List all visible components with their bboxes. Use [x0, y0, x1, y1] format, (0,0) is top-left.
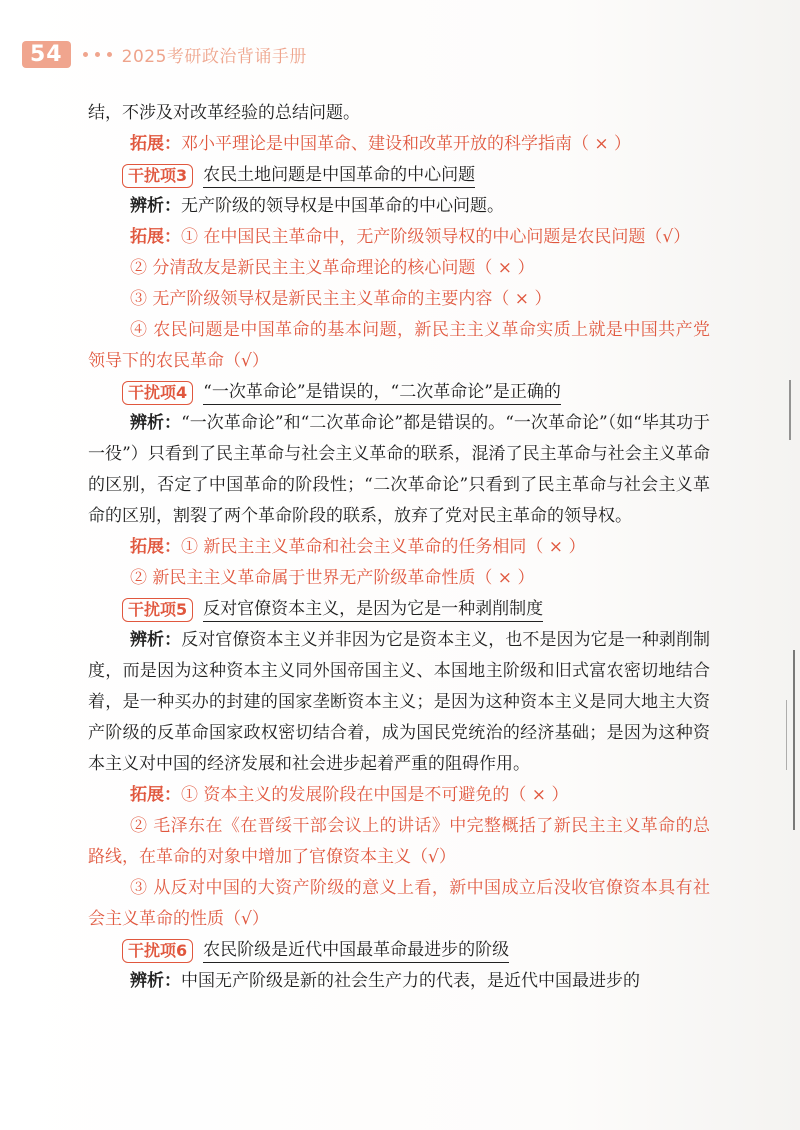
extension-item: [88, 532, 710, 563]
extension-label: 拓展：: [130, 537, 181, 557]
distractor-5: [88, 594, 710, 625]
extension-item: [88, 780, 710, 811]
extension-text: ① 资本主义的发展阶段在中国是不可避免的（ × ）: [181, 785, 569, 805]
distractor-statement: 农民土地问题是中国革命的中心问题: [203, 163, 475, 188]
analysis: [88, 408, 710, 532]
distractor-tag: 干扰项4: [122, 381, 193, 405]
extension-item: [88, 222, 710, 253]
distractor-tag: 干扰项3: [122, 164, 193, 188]
distractor-6: [88, 935, 710, 966]
analysis-text: 中国无产阶级是新的社会生产力的代表，是近代中国最进步的: [181, 971, 640, 991]
analysis-label: 辨析：: [130, 630, 182, 650]
extension-text: 邓小平理论是中国革命、建设和改革开放的科学指南（ × ）: [181, 134, 632, 154]
extension-line: [88, 129, 710, 160]
extension-item: ② 分清敌友是新民主主义革命理论的核心问题（ × ）: [130, 258, 535, 278]
analysis-label: 辨析：: [130, 413, 182, 433]
extension-text: ① 在中国民主革命中，无产阶级领导权的中心问题是农民问题（√）: [181, 227, 691, 247]
book-title: 2025考研政治背诵手册: [121, 46, 307, 67]
extension-item: ② 新民主主义革命属于世界无产阶级革命性质（ × ）: [130, 568, 535, 588]
distractor-tag: 干扰项6: [122, 939, 193, 963]
analysis: [88, 191, 710, 222]
analysis-text: 无产阶级的领导权是中国革命的中心问题。: [181, 196, 504, 216]
analysis-text: “一次革命论”和“二次革命论”都是错误的。“一次革命论”（如“毕其功于一役”）只看到了民主革命与社会主义革命的联系，混淆了民主革命与社会主义革命的区别，否定了中国革命的阶段性；“二次革命论”只看到了民主革命与社会主义革命的区别，割裂了两个革命阶段的联系，放弃了党对民主革命的领导权。: [88, 413, 711, 526]
scan-edge-mark: [786, 700, 787, 770]
analysis-text: 反对官僚资本主义并非因为它是资本主义，也不是因为它是一种剥削制度，而是因为这种资本主义同外国帝国主义、本国地主阶级和旧式富农密切地结合着，是一种买办的封建的国家垄断资本主义；是因为这种资本主义是同大地主大资产阶级的反革命国家政权密切结合着，成为国民党统治的经济基础；是因为这种资本主义对中国的经济发展和社会进步起着严重的阻碍作用。: [88, 630, 711, 774]
distractor-tag: 干扰项5: [122, 598, 193, 622]
extension-item: ④ 农民问题是中国革命的基本问题，新民主主义革命实质上就是中国共产党领导下的农民革命（√）: [88, 320, 710, 371]
extension-item: ③ 无产阶级领导权是新民主主义革命的主要内容（ × ）: [130, 289, 552, 309]
distractor-statement: 农民阶级是近代中国最革命最进步的阶级: [203, 938, 509, 963]
header-dots: [83, 52, 112, 57]
analysis-label: 辨析：: [130, 196, 181, 216]
text-line: 结，不涉及对改革经验的总结问题。: [88, 103, 360, 123]
extension-text: ① 新民主主义革命和社会主义革命的任务相同（ × ）: [181, 537, 586, 557]
analysis: [88, 625, 710, 780]
distractor-4: [88, 377, 710, 408]
extension-item: ③ 从反对中国的大资产阶级的意义上看，新中国成立后没收官僚资本具有社会主义革命的性质（√）: [88, 878, 710, 929]
extension-label: 拓展：: [130, 785, 181, 805]
analysis: [88, 966, 710, 997]
extension-label: 拓展：: [130, 134, 181, 154]
analysis-label: 辨析：: [130, 971, 181, 991]
distractor-statement: “一次革命论”是错误的，“二次革命论”是正确的: [203, 380, 561, 405]
extension-item: ② 毛泽东在《在晋绥干部会议上的讲话》中完整概括了新民主主义革命的总路线，在革命的对象中增加了官僚资本主义（√）: [88, 816, 710, 867]
distractor-statement: 反对官僚资本主义，是因为它是一种剥削制度: [203, 597, 543, 622]
page-content: [88, 98, 710, 997]
page-header: [22, 36, 307, 72]
scan-edge-mark: [789, 380, 791, 440]
extension-label: 拓展：: [130, 227, 181, 247]
page-number: 54: [22, 41, 71, 68]
scan-edge-mark: [793, 650, 795, 830]
distractor-3: [88, 160, 710, 191]
